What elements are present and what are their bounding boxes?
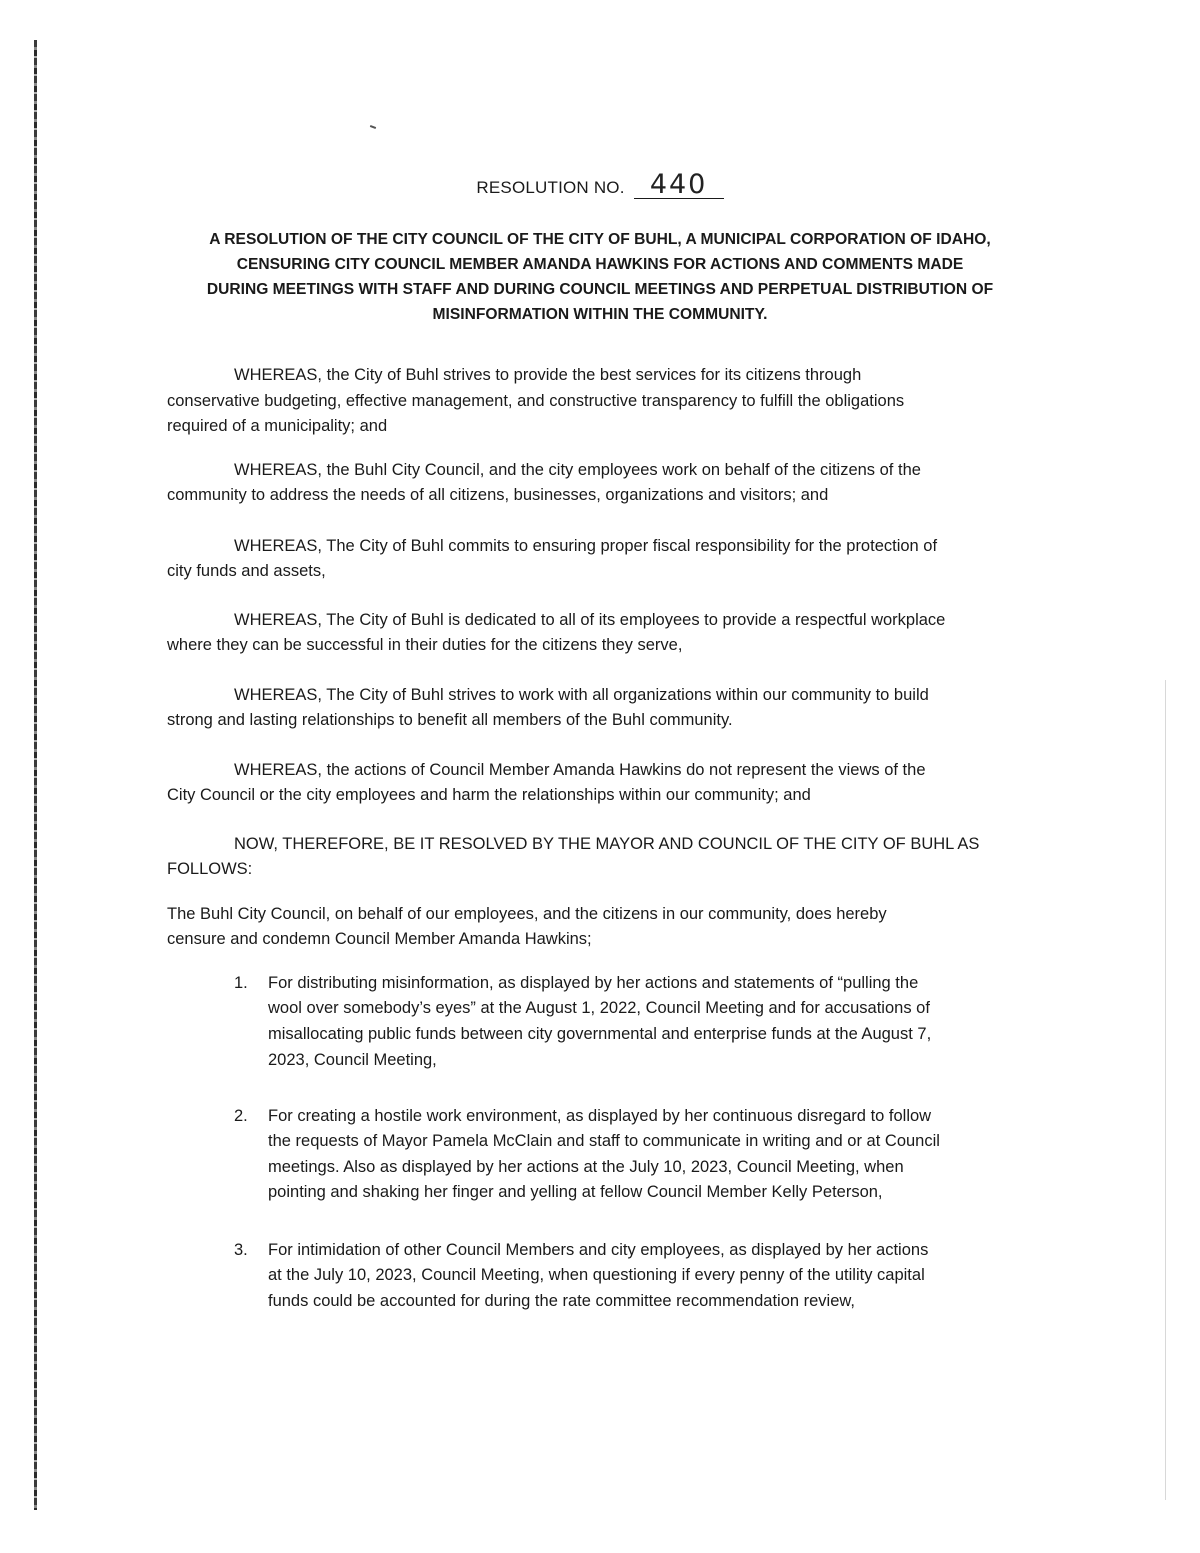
item-number: 2. [234, 1107, 248, 1125]
resolution-number-handwritten: 440 [634, 172, 724, 199]
text-line: misallocating public funds between city governmental and enterprise funds at the August 7, [268, 1025, 932, 1043]
title-line: CENSURING CITY COUNCIL MEMBER AMANDA HAWKINS FOR ACTIONS AND COMMENTS MADE [236, 256, 964, 273]
text-line: the requests of Mayor Pamela McClain and staff to communicate in writing and or at Council [268, 1132, 940, 1150]
text-line: WHEREAS, the actions of Council Member Amanda Hawkins do not represent the views of the [234, 761, 926, 779]
item-number: 1. [234, 974, 248, 992]
text-line: funds could be accounted for during the rate committee recommendation review, [268, 1292, 855, 1310]
title-line: A RESOLUTION OF THE CITY COUNCIL OF THE CITY OF BUHL, A MUNICIPAL CORPORATION OF IDAHO, [209, 231, 991, 248]
text-line: conservative budgeting, effective management, and constructive transparency to fulfill the obligations [167, 392, 905, 410]
text-line: censure and condemn Council Member Amanda Hawkins; [167, 930, 592, 948]
text-line: WHEREAS, The City of Buhl is dedicated to all of its employees to provide a respectful workplace [234, 611, 946, 629]
text-line: where they can be successful in their duties for the citizens they serve, [167, 636, 683, 654]
text-line: FOLLOWS: [167, 860, 253, 878]
text-line: strong and lasting relationships to benefit all members of the Buhl community. [167, 711, 733, 729]
scan-edge-right [1165, 680, 1166, 1500]
scan-edge-left [34, 40, 37, 1510]
text-line: required of a municipality; and [167, 417, 388, 435]
resolution-title [150, 227, 1050, 327]
scan-speck [370, 125, 376, 129]
text-line: For creating a hostile work environment, as displayed by her continuous disregard to follow [268, 1107, 932, 1125]
resolution-label: RESOLUTION NO. [476, 178, 625, 197]
text-line: WHEREAS, the City of Buhl strives to provide the best services for its citizens through [234, 366, 862, 384]
text-line: NOW, THEREFORE, BE IT RESOLVED BY THE MAYOR AND COUNCIL OF THE CITY OF BUHL AS [234, 835, 980, 853]
text-line: 2023, Council Meeting, [268, 1051, 437, 1069]
text-line: The Buhl City Council, on behalf of our employees, and the citizens in our community, does hereby [167, 905, 887, 923]
text-line: city funds and assets, [167, 562, 326, 580]
title-line: DURING MEETINGS WITH STAFF AND DURING COUNCIL MEETINGS AND PERPETUAL DISTRIBUTION OF [206, 281, 994, 298]
text-line: WHEREAS, the Buhl City Council, and the city employees work on behalf of the citizens of the [234, 461, 921, 479]
text-line: WHEREAS, The City of Buhl commits to ensuring proper fiscal responsibility for the protection of [234, 537, 938, 555]
resolution-number-line [0, 169, 1200, 200]
item-number: 3. [234, 1241, 248, 1259]
text-line: For distributing misinformation, as displayed by her actions and statements of “pulling the [268, 974, 919, 992]
text-line: community to address the needs of all citizens, businesses, organizations and visitors; and [167, 486, 829, 504]
title-line: MISINFORMATION WITHIN THE COMMUNITY. [432, 306, 768, 323]
text-line: wool over somebody’s eyes” at the August 1, 2022, Council Meeting and for accusations of [268, 999, 930, 1017]
text-line: meetings. Also as displayed by her actions at the July 10, 2023, Council Meeting, when [268, 1158, 904, 1176]
text-line: at the July 10, 2023, Council Meeting, when questioning if every penny of the utility capital [268, 1266, 925, 1284]
text-line: For intimidation of other Council Members and city employees, as displayed by her actions [268, 1241, 929, 1259]
text-line: WHEREAS, The City of Buhl strives to work with all organizations within our community to build [234, 686, 929, 704]
text-line: pointing and shaking her finger and yelling at fellow Council Member Kelly Peterson, [268, 1183, 883, 1201]
text-line: City Council or the city employees and harm the relationships within our community; and [167, 786, 811, 804]
